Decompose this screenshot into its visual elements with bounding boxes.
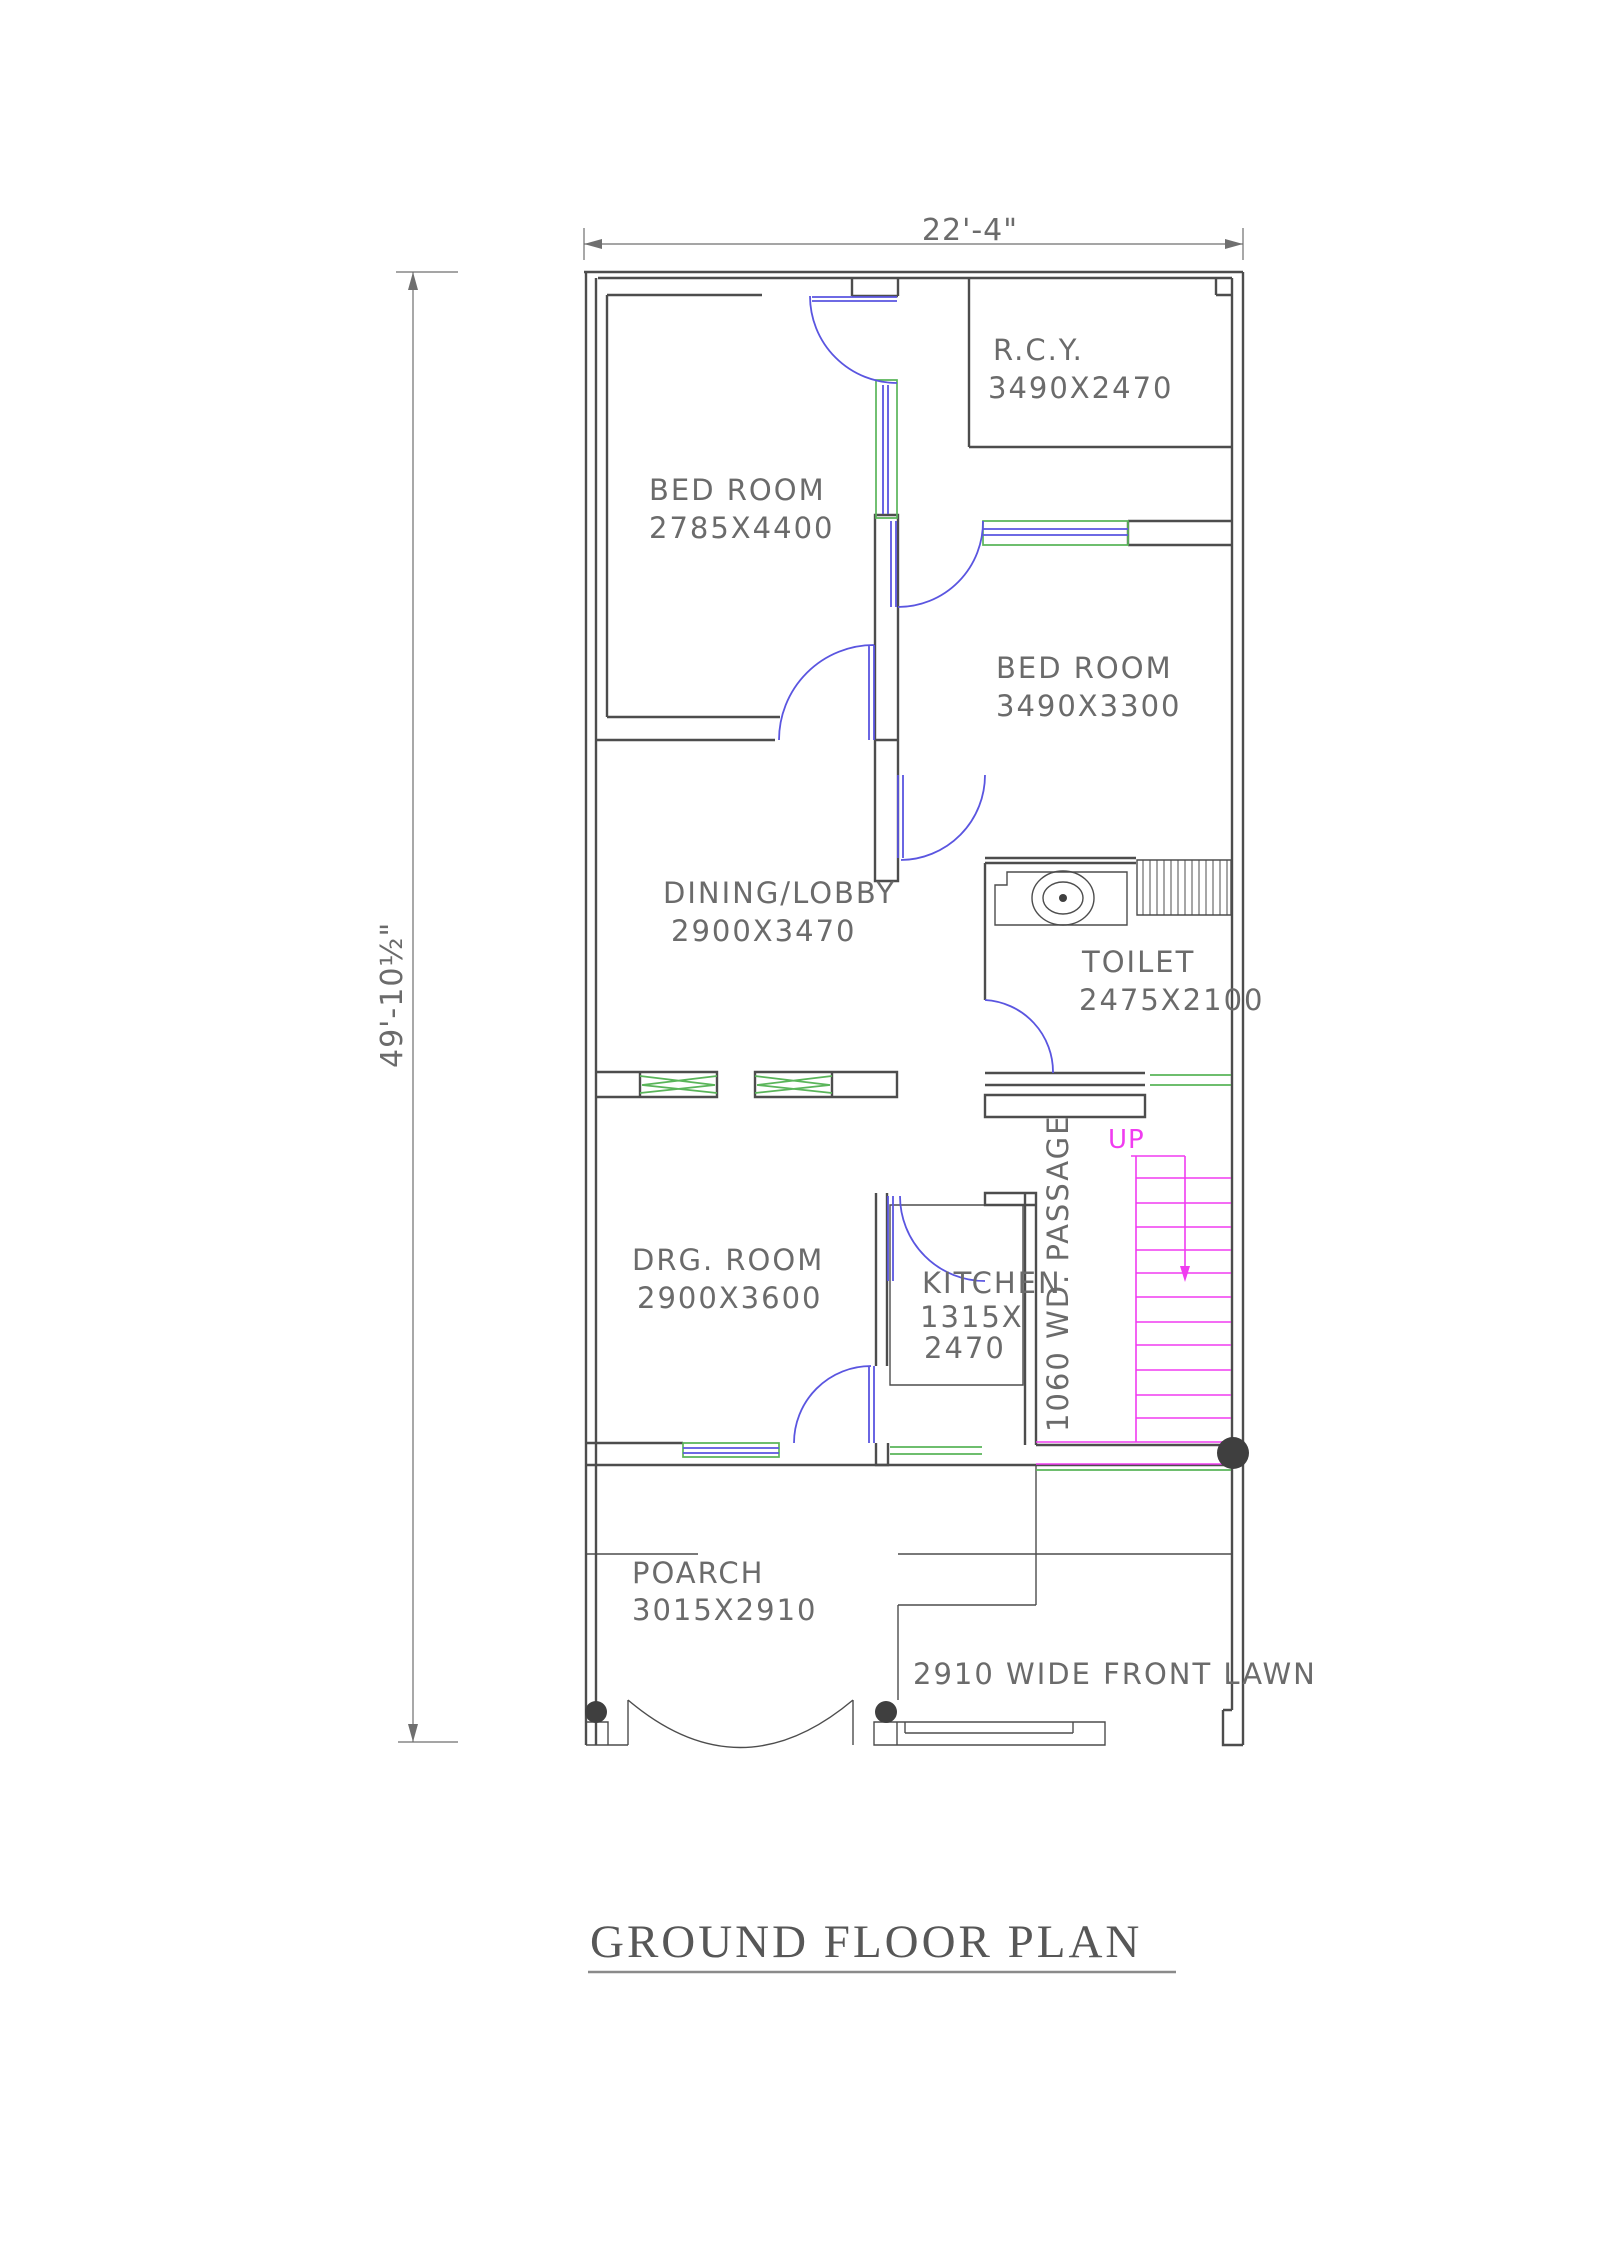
- basin-drain: [1059, 894, 1067, 902]
- room-label-porch: POARCH: [632, 1556, 765, 1590]
- bedroom1-top-door: [810, 296, 897, 383]
- lobby-door: [898, 775, 985, 860]
- room-label-kitchen: KITCHEN: [922, 1266, 1062, 1300]
- shelf-hatch-frame: [1137, 860, 1231, 915]
- room-label-rcy: R.C.Y.: [993, 333, 1084, 367]
- toilet-side-window: [1150, 1075, 1231, 1085]
- spine-wall: [875, 515, 898, 881]
- room-label-bedroom1: BED ROOM: [649, 473, 826, 507]
- bedroom2-window: [983, 521, 1128, 545]
- kitchen-bottom-window: [890, 1447, 982, 1454]
- dining-x-window-right: [755, 1076, 832, 1093]
- stairs-treads: [1136, 1178, 1231, 1418]
- top-dimension-line: [584, 228, 1243, 260]
- room-label-drg: DRG. ROOM: [632, 1243, 825, 1277]
- room-size-bedroom2: 3490X3300: [996, 689, 1182, 723]
- room-label-bedroom2: BED ROOM: [996, 651, 1173, 685]
- column-porch-right: [875, 1701, 897, 1723]
- stairs-arrow: [1180, 1266, 1190, 1282]
- spine-window: [876, 380, 897, 518]
- dining-x-window-left: [640, 1076, 717, 1093]
- up-label: UP: [1108, 1125, 1145, 1155]
- drg-door: [794, 1366, 874, 1443]
- left-dimension-label: 49'-10½": [375, 921, 410, 1068]
- bedroom2-door: [891, 521, 983, 607]
- lawn-label: 2910 WIDE FRONT LAWN: [913, 1657, 1317, 1691]
- toilet-door: [985, 1000, 1053, 1073]
- shelf-hatch-lines: [1143, 860, 1227, 915]
- toilet-fixtures: [995, 860, 1231, 925]
- column-passage: [1217, 1437, 1249, 1469]
- room-size-toilet: 2475X2100: [1079, 983, 1265, 1017]
- drawing-title: GROUND FLOOR PLAN: [590, 1916, 1143, 1968]
- room-size-drg: 2900X3600: [637, 1281, 823, 1315]
- room-label-dining: DINING/LOBBY: [663, 876, 896, 910]
- bedroom1-bottom-door: [779, 645, 874, 740]
- top-dimension-label: 22'-4": [921, 213, 1019, 248]
- room-label-toilet: TOILET: [1082, 945, 1196, 979]
- room-size-porch: 3015X2910: [632, 1593, 818, 1627]
- room-size-kitchen-1: 1315X: [920, 1300, 1024, 1334]
- drg-bottom-window: [683, 1443, 779, 1457]
- bedroom1-walls: [596, 278, 898, 740]
- room-size-dining: 2900X3470: [671, 914, 857, 948]
- entry-gate: [586, 1700, 1105, 1748]
- room-size-kitchen-2: 2470: [924, 1331, 1006, 1365]
- room-size-bedroom1: 2785X4400: [649, 511, 835, 545]
- room-size-rcy: 3490X2470: [988, 371, 1174, 405]
- passage-label: 1060 WD. PASSAGE: [1041, 1114, 1075, 1432]
- column-porch-left: [585, 1701, 607, 1723]
